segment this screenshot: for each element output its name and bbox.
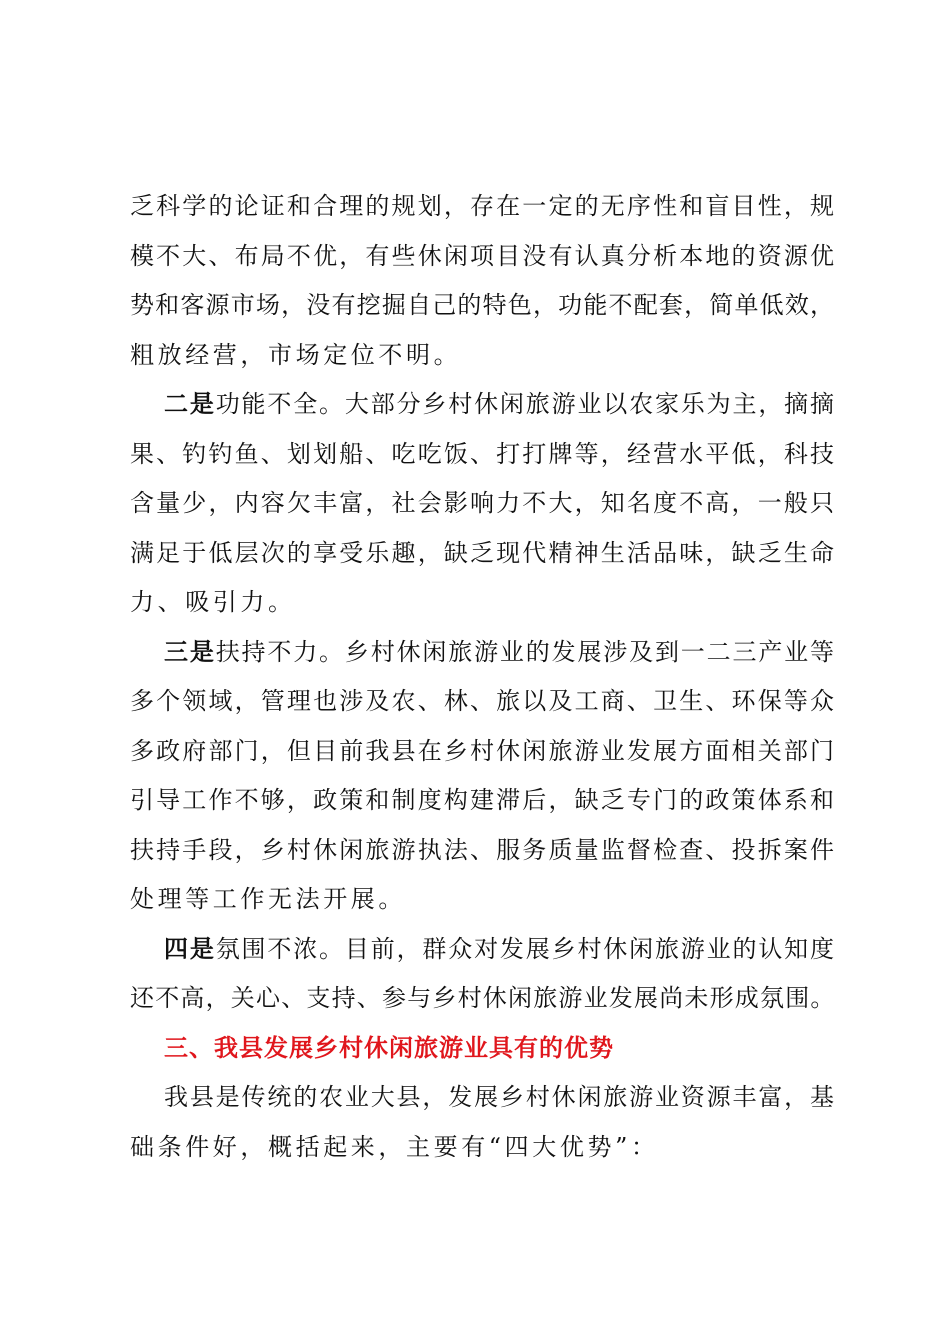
text-line: 乏科学的论证和合理的规划，存在一定的无序性和盲目性，规 [130, 192, 834, 220]
paragraph-support [130, 628, 834, 925]
paragraph-advantages [130, 1073, 834, 1172]
text-line: 还不高，关心、支持、参与乡村休闲旅游业发展尚未形成氛围。 [130, 984, 836, 1012]
text-line: 模不大、布局不优，有些休闲项目没有认真分析本地的资源优 [130, 241, 834, 270]
text-line: 满足于低层次的享受乐趣，缺乏现代精神生活品味，缺乏生命 [130, 538, 834, 567]
text-line: 力、吸引力。 [130, 588, 296, 616]
paragraph-atmosphere [130, 925, 834, 1024]
text-line [130, 628, 834, 678]
text-line: 粗放经营，市场定位不明。 [130, 340, 462, 369]
paragraph-continuation [130, 182, 834, 380]
text-line: 扶持手段，乡村休闲旅游执法、服务质量监督检查、投拆案件 [130, 835, 834, 864]
text-span: 扶持不力。乡村休闲旅游业的发展涉及到一二三产业等 [215, 637, 835, 666]
paragraph-lead: 三是 [164, 637, 216, 666]
text-line: 我县是传统的农业大县，发展乡村休闲旅游业资源丰富，基 [164, 1083, 834, 1111]
section-heading: 三、我县发展乡村休闲旅游业具有的优势 [164, 1033, 614, 1062]
text-span: 氛围不浓。目前，群众对发展乡村休闲旅游业的认知度 [215, 934, 835, 963]
text-line: 多政府部门，但目前我县在乡村休闲旅游业发展方面相关部门 [130, 736, 834, 765]
paragraph-function [130, 380, 834, 628]
text-line: 础条件好，概括起来，主要有“四大优势”： [130, 1132, 659, 1161]
document-body [130, 182, 834, 1172]
paragraph-lead: 二是 [164, 390, 216, 418]
paragraph-lead: 四是 [164, 934, 216, 963]
text-line [130, 380, 834, 430]
text-line: 处理等工作无法开展。 [130, 885, 406, 913]
text-line [130, 925, 834, 975]
text-line: 果、钓钓鱼、划划船、吃吃饭、打打牌等，经营水平低，科技 [130, 439, 834, 468]
text-line: 多个领域，管理也涉及农、林、旅以及工商、卫生、环保等众 [130, 687, 834, 715]
text-span: 功能不全。大部分乡村休闲旅游业以农家乐为主，摘摘 [215, 390, 835, 418]
text-line: 含量少，内容欠丰富，社会影响力不大，知名度不高，一般只 [130, 489, 834, 517]
text-line: 引导工作不够，政策和制度构建滞后，缺乏专门的政策体系和 [130, 786, 834, 814]
text-line: 势和客源市场，没有挖掘自己的特色，功能不配套，简单低效， [130, 291, 834, 319]
